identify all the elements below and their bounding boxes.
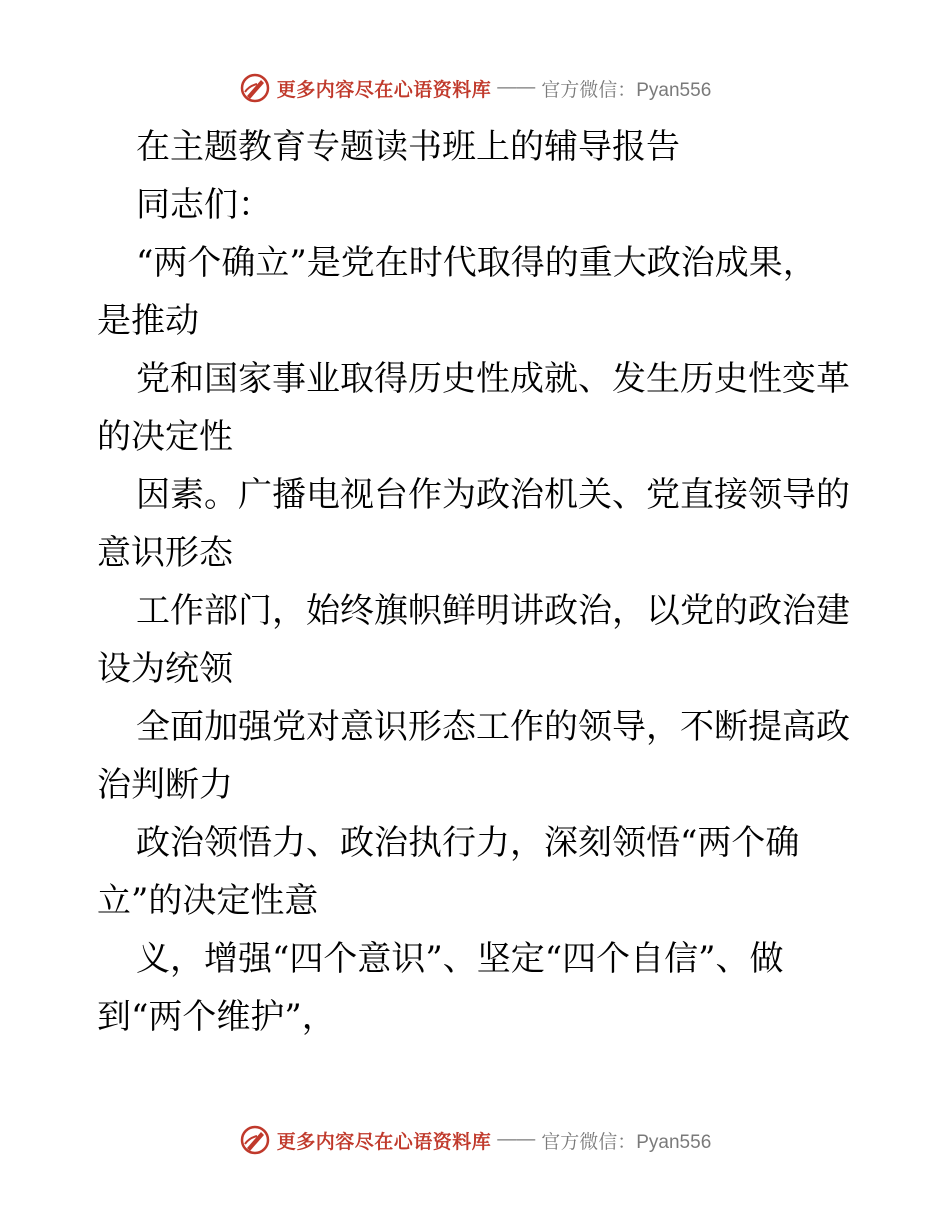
watermark-dash: —— [497,77,536,98]
watermark-dash: —— [497,1129,536,1150]
body-line: 党和国家事业取得历史性成就、发生历史性变革 [136,359,850,399]
body-line: 因素。广播电视台作为政治机关、党直接领导的 [136,475,850,515]
body-line: 义，增强“四个意识”、坚定“四个自信”、做 [136,939,784,979]
salutation: 同志们： [136,185,272,225]
pen-circle-logo-icon [239,72,271,104]
watermark-contact: 官方微信：Pyan556 [541,1131,712,1153]
watermark-contact: 官方微信：Pyan556 [541,79,712,101]
body-line: 政治领悟力、政治执行力，深刻领悟“两个确 [136,823,800,863]
body-line: 意识形态 [97,533,233,573]
body-line: “两个确立”是党在时代取得的重大政治成果， [136,243,817,283]
body-line: 到“两个维护”， [97,997,336,1037]
header-watermark [0,72,950,104]
document-title: 在主题教育专题读书班上的辅导报告 [136,127,680,167]
body-line: 全面加强党对意识形态工作的领导，不断提高政 [136,707,850,747]
body-line: 治判断力 [97,765,233,805]
watermark-brand: 更多内容尽在心语资料库 [276,1130,492,1153]
body-line: 设为统领 [97,649,233,689]
body-line: 立”的决定性意 [97,881,319,921]
body-line: 工作部门，始终旗帜鲜明讲政治，以党的政治建 [136,591,850,631]
body-line: 的决定性 [97,417,233,457]
pen-circle-logo-icon [239,1124,271,1156]
body-line: 是推动 [97,301,199,341]
watermark-brand: 更多内容尽在心语资料库 [276,78,492,101]
footer-watermark [0,1124,950,1156]
